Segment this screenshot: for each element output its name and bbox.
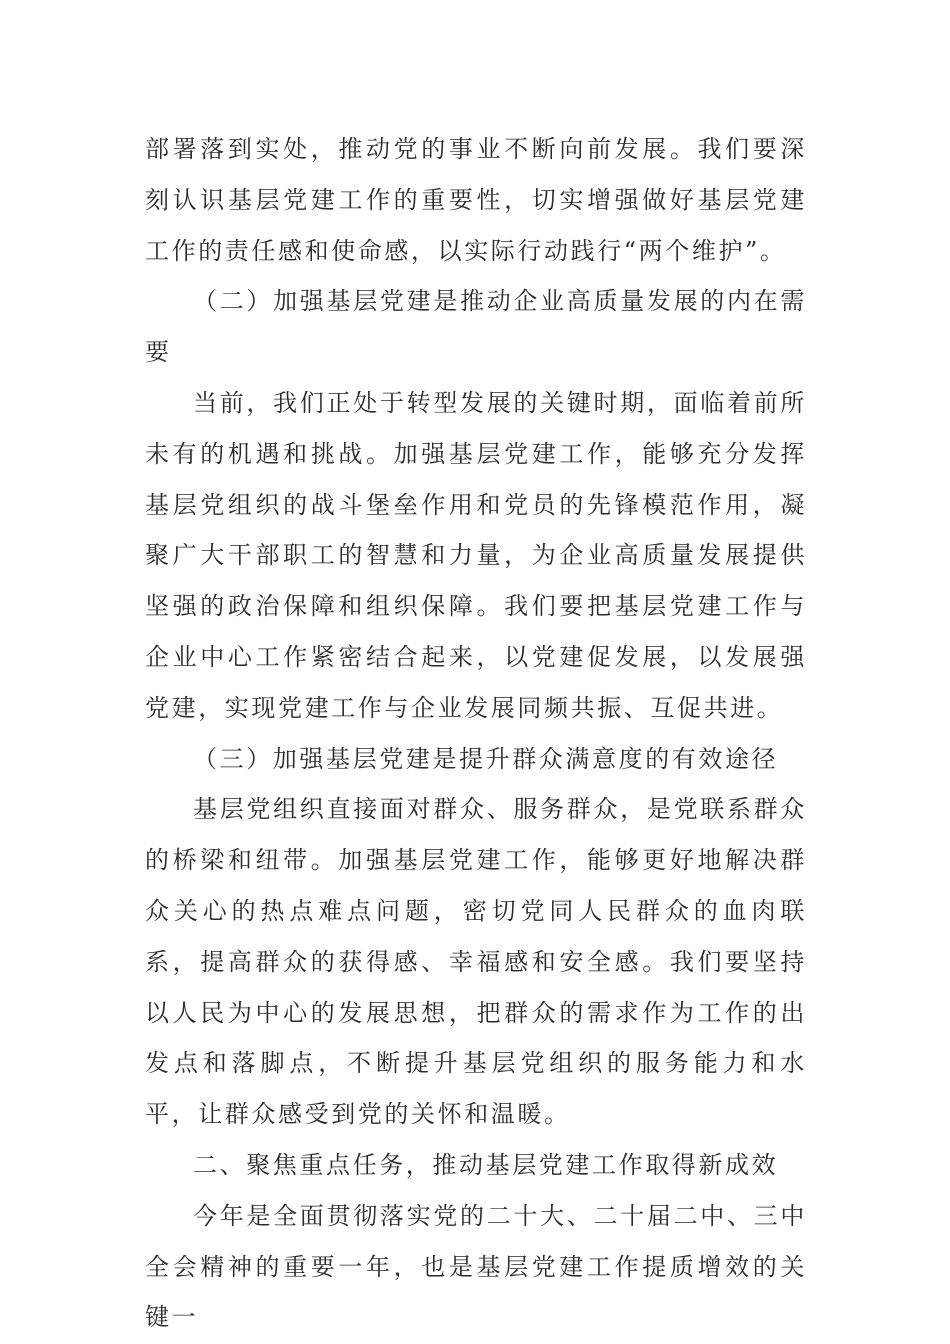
sub-heading-three: （三）加强基层党建是提升群众满意度的有效途径 xyxy=(193,744,779,773)
paragraph-this-year: 今年是全面贯彻落实党的二十大、二十届二中、三中全会精神的重要一年，也是基层党建工作提质增效的关键一 xyxy=(145,1201,807,1332)
paragraph-public-satisfaction: 基层党组织直接面对群众、服务群众，是党联系群众的桥梁和纽带。加强基层党建工作，能够更好地解决群众关心的热点难点问题，密切党同人民群众的血肉联系，提高群众的获得感、幸福感和安全感。我们要坚持以人民为中心的发展思想，把群众的需求作为工作的出发点和落脚点，不断提升基层党组织的服务能力和水平，让群众感受到党的关怀和温暖。 xyxy=(145,795,807,1129)
paragraph-continuation: 部署落到实处，推动党的事业不断向前发展。我们要深刻认识基层党建工作的重要性，切实增强做好基层党建工作的责任感和使命感，以实际行动践行“两个维护”。 xyxy=(145,135,807,265)
section-heading-two: 二、聚焦重点任务，推动基层党建工作取得新成效 xyxy=(193,1150,779,1179)
document-body xyxy=(145,124,807,1343)
sub-heading-two: （二）加强基层党建是推动企业高质量发展的内在需要 xyxy=(145,287,807,367)
paragraph-enterprise-development: 当前，我们正处于转型发展的关键时期，面临着前所未有的机遇和挑战。加强基层党建工作，能够充分发挥基层党组织的战斗堡垒作用和党员的先锋模范作用，凝聚广大干部职工的智慧和力量，为企业高质量发展提供坚强的政治保障和组织保障。我们要把基层党建工作与企业中心工作紧密结合起来，以党建促发展，以发展强党建，实现党建工作与企业发展同频共振、互促共进。 xyxy=(145,388,807,722)
